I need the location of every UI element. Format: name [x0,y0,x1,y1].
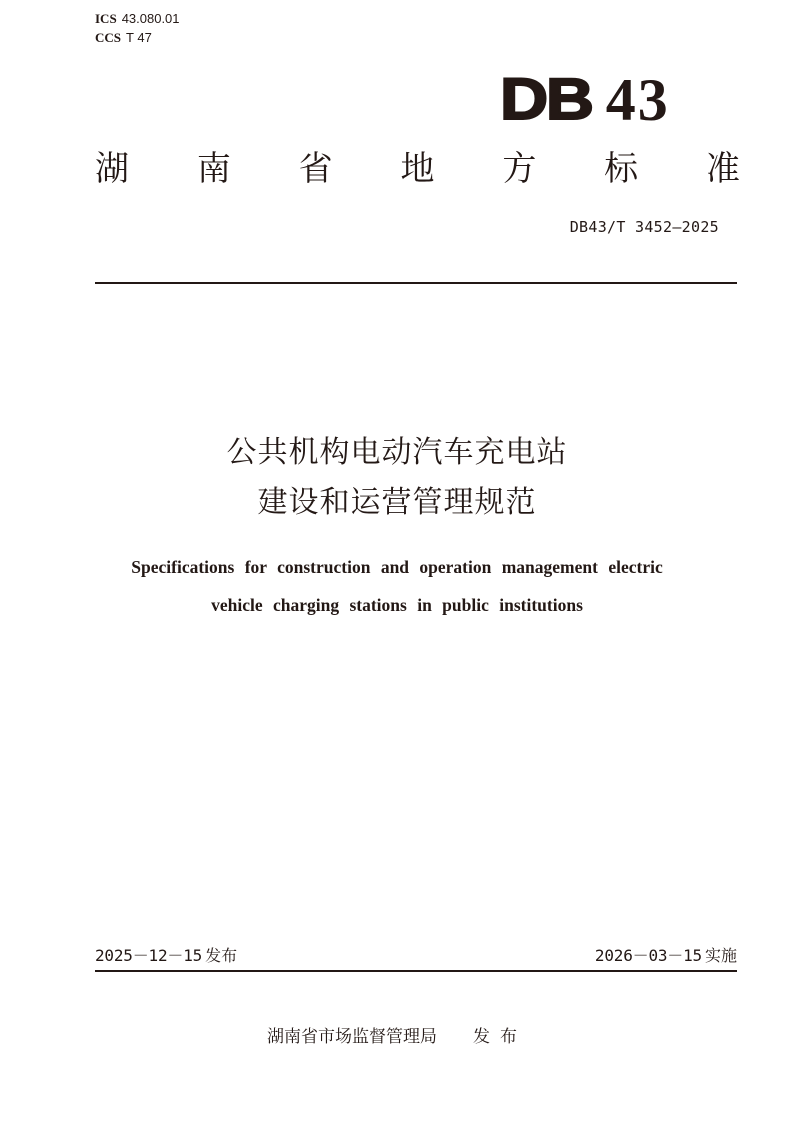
chinese-title [0,428,794,528]
issuer-org: 湖南省市场监督管理局 [267,1027,437,1047]
implement-date-label: 实施 [704,946,737,965]
date-row [95,945,737,967]
standard-number: DB43/T 3452—2025 [569,218,719,236]
bottom-divider [95,970,737,972]
standard-type-char: 省 [298,149,333,189]
standard-type-char: 方 [502,149,537,189]
ics-label: ICS [95,11,117,26]
chinese-title-line-1: 公共机构电动汽车充电站 [226,435,568,470]
standard-type-char: 湖 [95,149,129,189]
db-logo-letters: DB [500,67,592,132]
classification-codes [95,10,180,48]
ics-value: 43.080.01 [121,11,180,26]
publish-date [95,945,237,967]
ccs-value: T 47 [126,30,152,45]
issuer-action: 发布 [473,1027,527,1047]
standard-type-char: 标 [604,149,639,189]
implement-date [595,945,737,967]
english-title [0,548,794,624]
top-divider [95,282,737,284]
chinese-title-line-2: 建设和运营管理规范 [257,485,537,520]
standard-type-char: 地 [400,149,435,189]
english-title-line-2: vehicle charging stations in public institutions [211,595,583,615]
standard-type-heading [95,147,740,191]
db-logo-number: 43 [605,67,670,133]
ics-code [95,10,180,29]
db-logo [500,67,670,133]
ccs-label: CCS [95,30,122,45]
english-title-line-1: Specifications for construction and operation management electric [131,557,663,577]
standard-type-char: 准 [705,149,740,189]
implement-date-value: 2026－03－15 [594,946,702,965]
ccs-code [95,29,180,48]
issuer [0,1025,794,1049]
publish-date-label: 发布 [205,946,238,965]
publish-date-value: 2025－12－15 [95,946,203,965]
standard-type-char: 南 [196,149,231,189]
